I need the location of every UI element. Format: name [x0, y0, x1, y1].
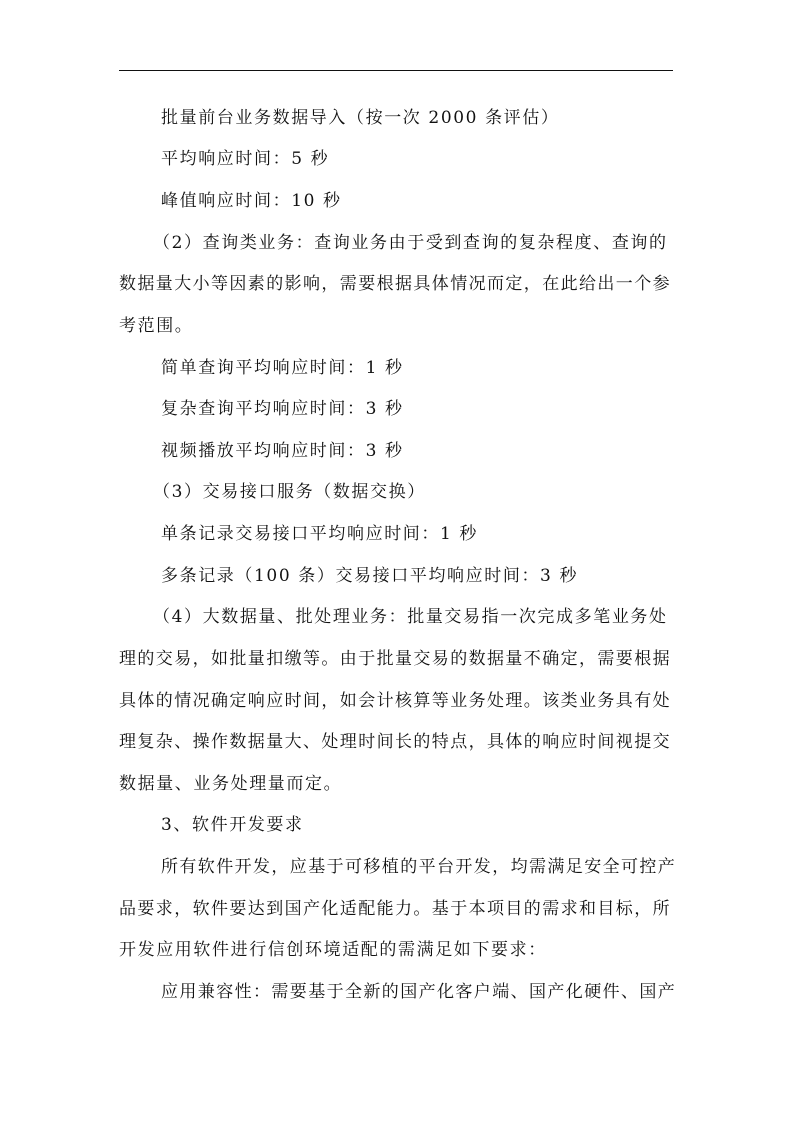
- text-line: 多条记录（100 条）交易接口平均响应时间：3 秒: [161, 566, 579, 586]
- text-line: 峰值响应时间：10 秒: [161, 191, 342, 211]
- text-line: （3）交易接口服务（数据交换）: [153, 482, 426, 502]
- text-line: 理的交易，如批量扣缴等。由于批量交易的数据量不确定，需要根据: [119, 649, 671, 669]
- text-line: （4）大数据量、批处理业务：批量交易指一次完成多笔业务处: [153, 607, 668, 627]
- header-rule: [119, 70, 673, 71]
- text-line: 批量前台业务数据导入（按一次 2000 条评估）: [161, 108, 560, 128]
- section-heading: 3、软件开发要求: [161, 815, 304, 835]
- text-line: （2）查询类业务：查询业务由于受到查询的复杂程度、查询的: [153, 233, 668, 253]
- text-line: 应用兼容性：需要基于全新的国产化客户端、国产化硬件、国产: [161, 982, 677, 1002]
- text-line: 品要求，软件要达到国产化适配能力。基于本项目的需求和目标，所: [119, 899, 671, 919]
- text-line: 平均响应时间：5 秒: [161, 149, 330, 169]
- text-line: 简单查询平均响应时间：1 秒: [161, 358, 404, 378]
- text-line: 所有软件开发，应基于可移植的平台开发，均需满足安全可控产: [161, 857, 677, 877]
- text-line: 开发应用软件进行信创环境适配的需满足如下要求：: [119, 940, 547, 960]
- text-line: 视频播放平均响应时间：3 秒: [161, 441, 404, 461]
- text-line: 数据量、业务处理量而定。: [119, 774, 343, 794]
- text-line: 理复杂、操作数据量大、处理时间长的特点，具体的响应时间视提交: [119, 732, 671, 752]
- text-line: 复杂查询平均响应时间：3 秒: [161, 399, 404, 419]
- text-line: 具体的情况确定响应时间，如会计核算等业务处理。该类业务具有处: [119, 691, 671, 711]
- text-line: 考范围。: [119, 316, 194, 336]
- text-line: 单条记录交易接口平均响应时间：1 秒: [161, 524, 479, 544]
- text-line: 数据量大小等因素的影响，需要根据具体情况而定，在此给出一个参: [119, 274, 671, 294]
